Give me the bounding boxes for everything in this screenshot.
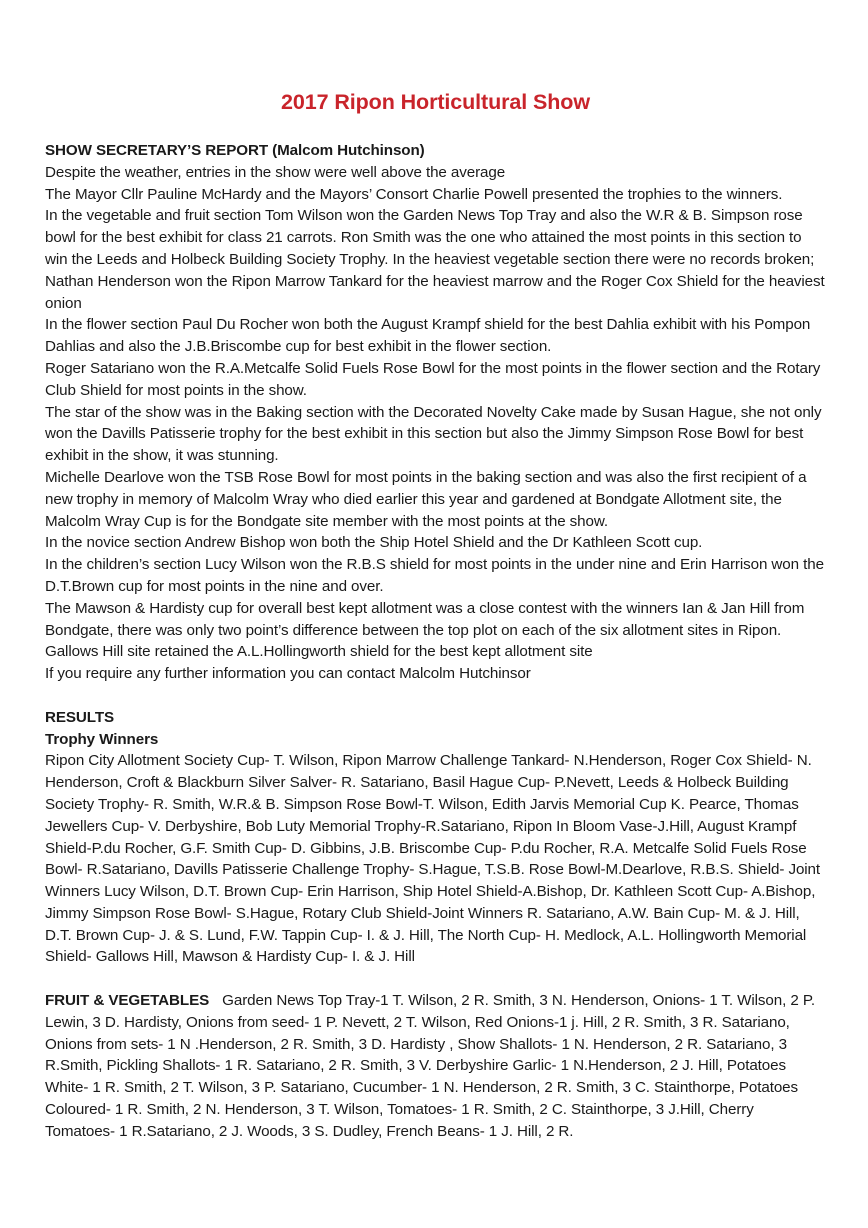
results-section (45, 707, 826, 969)
report-paragraph: In the children’s section Lucy Wilson won the R.B.S shield for most points in the under nine and Erin Harrison won the D.T.Brown cup for most points in the nine and over. (45, 556, 824, 595)
report-paragraph: Michelle Dearlove won the TSB Rose Bowl for most points in the baking section and was also the first recipient of a new trophy in memory of Malcolm Wray who died earlier this year and gardened at Bondgate Allotment site, the Malcolm Wray Cup is for the Bondgate site member with the most points at the show. (45, 468, 807, 530)
report-paragraph: The star of the show was in the Baking section with the Decorated Novelty Cake made by Susan Hague, she not only won the Davills Patisserie trophy for the best exhibit in this section but also the Jimmy Simpson Rose Bowl for best exhibit in the show, it was stunning. (45, 403, 822, 465)
report-heading: SHOW SECRETARY’S REPORT (Malcom Hutchinson) (45, 142, 425, 159)
report-paragraph: The Mayor Cllr Pauline McHardy and the Mayors’ Consort Charlie Powell presented the trophies to the winners. (45, 185, 783, 203)
report-paragraph: The Mawson & Hardisty cup for overall best kept allotment was a close contest with the winners Ian & Jan Hill from Bondgate, there was only two point’s difference between the top plot on each of the six allotment sites in Ripon. Gallows Hill site retained the A.L.Hollingworth shield for the best kept allotment site (45, 599, 805, 661)
report-paragraph: In the vegetable and fruit section Tom Wilson won the Garden News Top Tray and also the W.R & B. Simpson rose bowl for the best exhibit for class 21 carrots. Ron Smith was the one who attained the most points in this section to win the Leeds and Holbeck Building Society Trophy. In the heaviest vegetable section there were no records broken; Nathan Henderson won the Ripon Marrow Tankard for the heaviest marrow and the Roger Cox Shield for the heaviest onion (45, 207, 825, 312)
report-paragraph: If you require any further information you can contact Malcolm Hutchinsor (45, 665, 531, 683)
report-paragraph: In the novice section Andrew Bishop won both the Ship Hotel Shield and the Dr Kathleen Scott cup. (45, 534, 703, 552)
report-paragraph: Despite the weather, entries in the show were well above the average (45, 163, 506, 181)
results-heading: RESULTS (45, 708, 115, 726)
secretary-report-section (45, 140, 826, 685)
report-paragraph: In the flower section Paul Du Rocher won both the August Krampf shield for the best Dahlia exhibit with his Pompon Dahlias and also the J.B.Briscombe cup for best exhibit in the flower section. (45, 316, 811, 356)
fruit-vegetables-results: Garden News Top Tray-1 T. Wilson, 2 R. Smith, 3 N. Henderson, Onions- 1 T. Wilson, 2 P. Lewin, 3 D. Hardisty, Onions from seed- 1 P. Nevett, 2 T. Wilson, Red Onions-1 j. Hill, 2 R. Smith, 3 R. Satariano, Onions from sets- 1 N .Henderson, 2 R. Smith, 3 D. Hardisty , Show Shallots- 1 N. Henderson, 2 R. Satariano, 3 R.Smith, Pickling Shallots- 1 R. Satariano, 2 R. Smith, 3 V. Derbyshire Garlic- 1 N.Henderson, 2 J. Hill, Potatoes White- 1 R. Smith, 2 T. Wilson, 3 P. Satariano, Cucumber- 1 N. Henderson, 2 R. Smith, 3 C. Stainthorpe, Potatoes Coloured- 1 R. Smith, 2 N. Henderson, 3 T. Wilson, Tomatoes- 1 R. Smith, 2 C. Stainthorpe, 3 J.Hill, Cherry Tomatoes- 1 R.Satariano, 2 J. Woods, 3 S. Dudley, French Beans- 1 J. Hill, 2 R. (45, 992, 816, 1140)
fruit-vegetables-heading: FRUIT & VEGETABLES (45, 992, 210, 1010)
trophy-winners-heading: Trophy Winners (45, 730, 159, 748)
fruit-vegetables-section (45, 990, 826, 1143)
page-title: 2017 Ripon Horticultural Show (281, 90, 590, 114)
trophy-winners-list: Ripon City Allotment Society Cup- T. Wilson, Ripon Marrow Challenge Tankard- N.Henderson, Roger Cox Shield- N. Henderson, Croft & Blackburn Silver Salver- R. Satariano, Basil Hague Cup- P.Nevett, Leeds & Holbeck Building Society Trophy- R. Smith, W.R.& B. Simpson Rose Bowl-T. Wilson, Edith Jarvis Memorial Cup K. Pearce, Thomas Jewellers Cup- V. Derbyshire, Bob Luty Memorial Trophy-R.Satariano, Ripon In Bloom Vase-J.Hill, August Krampf Shield-P.du Rocher, G.F. Smith Cup- D. Gibbins, J.B. Briscombe Cup- P.du Rocher, R.A. Metcalfe Solid Fuels Rose Bowl- R.Satariano, Davills Patisserie Challenge Trophy- S.Hague, T.S.B. Rose Bowl-M.Dearlove, R.B.S. Shield- Joint Winners Lucy Wilson, D.T. Brown Cup- Erin Harrison, Ship Hotel Shield-A.Bishop, Dr. Kathleen Scott Cup- A.Bishop, Jimmy Simpson Rose Bowl- S.Hague, Rotary Club Shield-Joint Winners R. Satariano, A.W. Bain Cup- M. & J. Hill, D.T. Brown Cup- J. & S. Lund, F.W. Tappin Cup- I. & J. Hill, The North Cup- H. Medlock, A.L. Hollingworth Memorial Shield- Gallows Hill, Mawson & Hardisty Cup- I. & J. Hill (45, 752, 821, 966)
report-paragraph: Roger Satariano won the R.A.Metcalfe Solid Fuels Rose Bowl for the most points in the flower section and the Rotary Club Shield for most points in the show. (45, 359, 821, 399)
fruit-vegetables-paragraph (45, 990, 826, 1143)
